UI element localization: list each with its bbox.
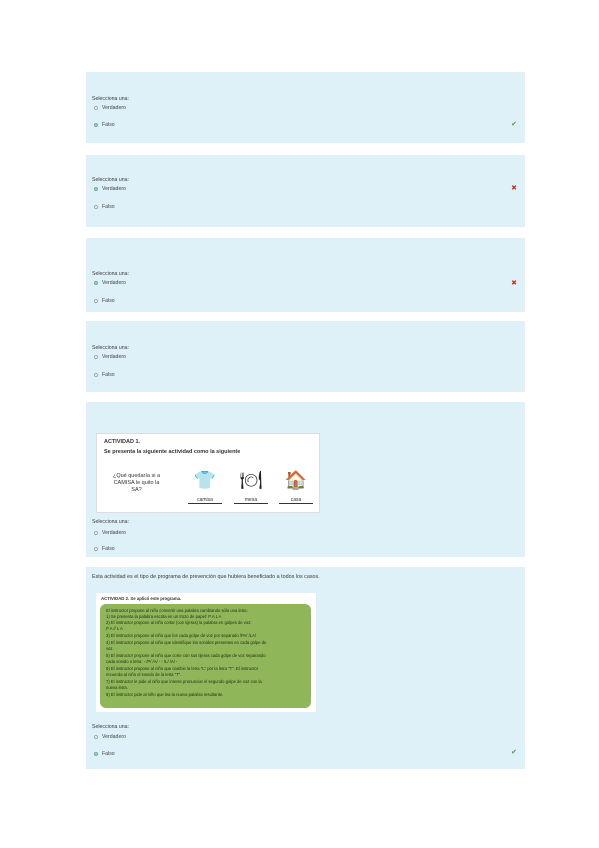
activity-2-box — [100, 604, 311, 708]
shirt-icon: 👕 — [193, 470, 217, 490]
option-label: Verdadero — [102, 354, 126, 360]
option-label: Falso — [102, 546, 115, 552]
question-card-1 — [86, 72, 525, 143]
cross-icon: ✖ — [511, 185, 517, 192]
activity-2-image — [96, 593, 316, 712]
select-label: Selecciona una: — [92, 271, 129, 277]
activity-line: El instructor propone al niño convertir una palabra cambiando sólo una letra: — [106, 608, 248, 613]
radio-verdadero[interactable] — [94, 106, 98, 110]
option-label: Verdadero — [102, 280, 126, 286]
activity-line: 7) El instructor le pide al niño que intente pronunciar el segundo golpe de voz con la — [106, 679, 262, 684]
activity-line: 8) El instructor pide al niño que lea la nueva palabra resultante. — [106, 692, 224, 697]
house-icon: 🏠 — [284, 470, 308, 490]
option-falso[interactable] — [94, 121, 115, 129]
question-text: Esta actividad es el tipo de programa de prevención que hubiera beneficiado a todos los casos. — [92, 574, 320, 580]
option-falso[interactable] — [94, 750, 115, 758]
activity-line: P A // L A — [106, 626, 123, 631]
activity-line: 6) El instructor propone al niño que cambie la letra "L" por la letra "T". El instructor — [106, 666, 259, 671]
activity-line: 1) Se presenta la palabra escrita en un trozo de papel: P A L A — [106, 614, 222, 619]
activity-title: ACTIVIDAD 2. Se aplicó este programa. — [101, 596, 182, 601]
question-card-3 — [86, 238, 525, 312]
option-falso[interactable] — [94, 203, 115, 211]
option-label: Falso — [102, 204, 115, 210]
radio-falso[interactable] — [94, 205, 98, 209]
option-label: Verdadero — [102, 186, 126, 192]
check-icon: ✔ — [511, 749, 517, 756]
option-verdadero[interactable] — [94, 529, 126, 537]
option-label: Falso — [102, 122, 115, 128]
option-verdadero[interactable] — [94, 733, 126, 741]
activity-item: mesa — [234, 497, 268, 504]
question-card-2 — [86, 155, 525, 227]
radio-falso[interactable] — [94, 123, 98, 127]
activity-line: cada sonido o letra: - /P/ /A/ - - /L/ /A/ - — [106, 659, 178, 664]
option-falso[interactable] — [94, 545, 115, 553]
option-verdadero[interactable] — [94, 185, 126, 193]
select-label: Selecciona una: — [92, 724, 129, 730]
option-label: Verdadero — [102, 105, 126, 111]
select-label: Selecciona una: — [92, 345, 129, 351]
check-icon: ✔ — [511, 121, 517, 128]
radio-verdadero[interactable] — [94, 531, 98, 535]
activity-title: ACTIVIDAD 1. — [104, 439, 141, 445]
table-icon: 🍽 — [239, 470, 263, 490]
activity-line: 3) El instructor propone al niño que los cada golpe de voz por separado /PA/ /LA/ — [106, 633, 257, 638]
select-label: Selecciona una: — [92, 96, 129, 102]
radio-falso[interactable] — [94, 373, 98, 377]
radio-falso[interactable] — [94, 752, 98, 756]
option-verdadero[interactable] — [94, 279, 126, 287]
radio-verdadero[interactable] — [94, 281, 98, 285]
radio-verdadero[interactable] — [94, 187, 98, 191]
question-card-4 — [86, 321, 525, 392]
activity-subtitle: Se presenta la siguiente actividad como la siguiente — [104, 449, 241, 455]
question-card-6 — [86, 567, 525, 769]
activity-item: camisa — [188, 497, 222, 504]
option-label: Verdadero — [102, 530, 126, 536]
option-falso[interactable] — [94, 297, 115, 305]
option-verdadero[interactable] — [94, 353, 126, 361]
radio-falso[interactable] — [94, 547, 98, 551]
option-label: Verdadero — [102, 734, 126, 740]
cross-icon: ✖ — [511, 280, 517, 287]
radio-verdadero[interactable] — [94, 735, 98, 739]
activity-prompt: ¿Qué quedaría si a CAMISA le quito la SA? — [112, 473, 161, 493]
activity-line: 2) El instructor propone al niño cortar (con tijeras) la palabra en golpes de voz: — [106, 620, 252, 625]
radio-falso[interactable] — [94, 299, 98, 303]
option-label: Falso — [102, 298, 115, 304]
option-falso[interactable] — [94, 371, 115, 379]
activity-1-image — [96, 433, 320, 513]
question-card-5 — [86, 402, 525, 557]
activity-item: casa — [279, 497, 313, 504]
select-label: Selecciona una: — [92, 177, 129, 183]
option-label: Falso — [102, 751, 115, 757]
radio-verdadero[interactable] — [94, 355, 98, 359]
activity-line: recuerda al niño el sonido de la letra "T". — [106, 672, 182, 677]
activity-line: nueva letra. — [106, 685, 128, 690]
option-label: Falso — [102, 372, 115, 378]
option-verdadero[interactable] — [94, 104, 126, 112]
select-label: Selecciona una: — [92, 519, 129, 525]
activity-line: 5) El instructor propone al niño que corte con sus tijeras cada golpe de voz separando — [106, 653, 266, 658]
activity-line: 4) El instructor propone al niño que identifique los sonidos presentes en cada golpe de — [106, 640, 267, 645]
activity-line: voz. — [106, 646, 114, 651]
